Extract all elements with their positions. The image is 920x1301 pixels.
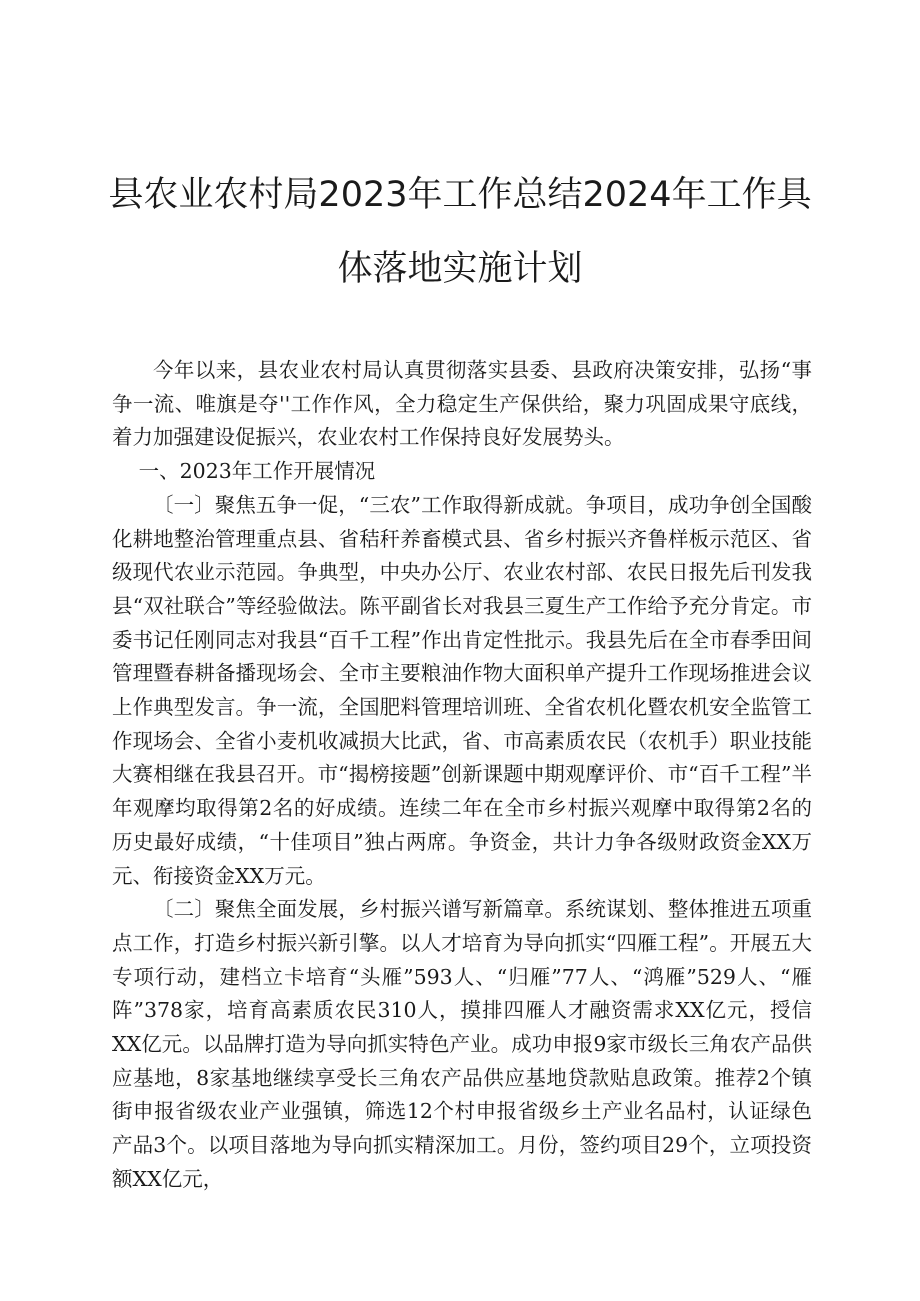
title-line-2: 体落地实施计划 <box>337 249 583 289</box>
title-line-1: 县农业农村局2023年工作总结2024年工作具 <box>108 175 812 215</box>
document-body <box>112 354 812 1197</box>
body-paragraph: 〔一〕聚焦五争一促，“三农”工作取得新成就。争项目，成功争创全国酸化耕地整治管理重点县、省秸秆养畜模式县、省乡村振兴齐鲁样板示范区、省级现代农业示范园。争典型，中央办公厅、农业农村部、农民日报先后刊发我县“双社联合”等经验做法。陈平副省长对我县三夏生产工作给予充分肯定。市委书记任刚同志对我县“百千工程”作出肯定性批示。我县先后在全市春季田间管理暨春耕备播现场会、全市主要粮油作物大面积单产提升工作现场推进会议上作典型发言。争一流，全国肥料管理培训班、全省农机化暨农机安全监管工作现场会、全省小麦机收减损大比武，省、市高素质农民（农机手）职业技能大赛相继在我县召开。市“揭榜接题”创新课题中期观摩评价、市“百千工程”半年观摩均取得第2名的好成绩。连续二年在全市乡村振兴观摩中取得第2名的历史最好成绩，“十佳项目”独占两席。争资金，共计力争各级财政资金XX万元、衔接资金XX万元。 <box>112 492 812 888</box>
intro-paragraph: 今年以来，县农业农村局认真贯彻落实县委、县政府决策安排，弘扬“事争一流、唯旗是夺''工作作风，全力稳定生产保供给，聚力巩固成果守底线，着力加强建设促振兴，农业农村工作保持良好发展势头。 <box>112 358 812 450</box>
section-heading: 一、2023年工作开展情况 <box>138 459 376 484</box>
body-paragraph: 〔二〕聚焦全面发展，乡村振兴谱写新篇章。系统谋划、整体推进五项重点工作，打造乡村振兴新引擎。以人才培育为导向抓实“四雁工程”。开展五大专项行动，建档立卡培育“头雁”593人、“归雁”77人、“鸿雁”529人、“雁阵”378家，培育高素质农民310人，摸排四雁人才融资需求XX亿元，授信XX亿元。以品牌打造为导向抓实特色产业。成功申报9家市级长三角农产品供应基地，8家基地继续享受长三角农产品供应基地贷款贴息政策。推荐2个镇街申报省级农业产业强镇，筛选12个村申报省级乡土产业名品村，认证绿色产品3个。以项目落地为导向抓实精深加工。月份，签约项目29个，立项投资额XX亿元， <box>112 897 812 1191</box>
document-title <box>100 158 820 306</box>
